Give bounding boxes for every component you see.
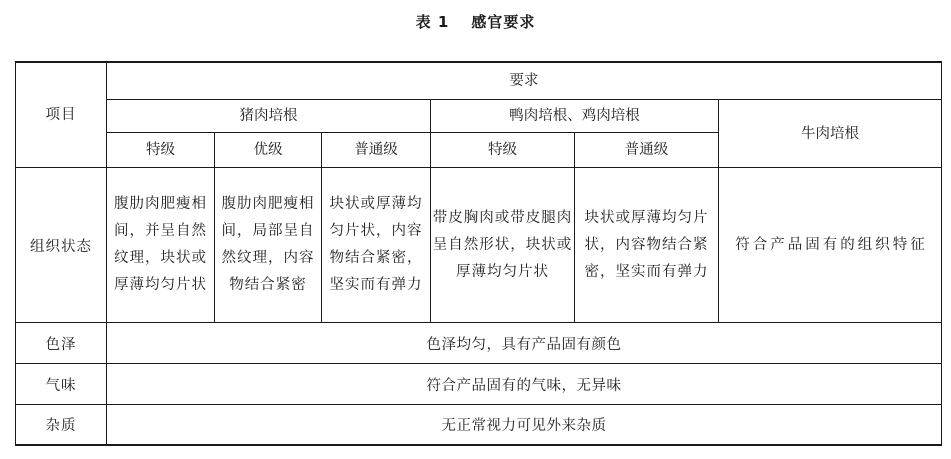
duck-special-grade-header: 特级 (431, 133, 575, 168)
header-row-requirement (16, 62, 942, 100)
impurity-label: 杂质 (16, 405, 107, 446)
odor-value-cell: 符合产品固有的气味，无异味 (107, 364, 942, 405)
color-label: 色泽 (16, 323, 107, 364)
duck-standard-grade-header: 普通级 (575, 133, 719, 168)
odor-label: 气味 (16, 364, 107, 405)
texture-pork-special-cell: 腹肋肉肥瘦相间，并呈自然纹理，块状或厚薄均匀片状 (107, 168, 215, 323)
texture-pork-standard-cell: 块状或厚薄均匀片状，内容物结合紧密，坚实而有弹力 (322, 168, 431, 323)
requirement-header: 要求 (107, 62, 942, 100)
beef-bacon-header: 牛肉培根 (719, 100, 942, 168)
table-number: 表 1 (415, 13, 450, 31)
odor-row (16, 364, 942, 405)
pork-premium-grade-header: 优级 (215, 133, 322, 168)
texture-duck-standard-cell: 块状或厚薄均匀片状，内容物结合紧密，坚实而有弹力 (575, 168, 719, 323)
pork-bacon-header: 猪肉培根 (107, 100, 431, 133)
pork-standard-grade-header: 普通级 (322, 133, 431, 168)
table-caption (0, 10, 951, 34)
pork-special-grade-header: 特级 (107, 133, 215, 168)
texture-row (16, 168, 942, 323)
duck-chicken-bacon-header: 鸭肉培根、鸡肉培根 (431, 100, 719, 133)
texture-label: 组织状态 (16, 168, 107, 323)
impurity-value-cell: 无正常视力可见外来杂质 (107, 405, 942, 446)
color-row (16, 323, 942, 364)
sensory-requirements-table (15, 61, 942, 446)
impurity-row (16, 405, 942, 446)
texture-pork-premium-cell: 腹肋肉肥瘦相间，局部呈自然纹理，内容物结合紧密 (215, 168, 322, 323)
texture-beef-cell: 符合产品固有的组织特征 (719, 168, 942, 323)
texture-duck-special-cell: 带皮胸肉或带皮腿肉呈自然形状，块状或厚薄均匀片状 (431, 168, 575, 323)
table-title: 感官要求 (471, 13, 536, 31)
item-header: 项目 (16, 62, 107, 168)
color-value-cell: 色泽均匀，具有产品固有颜色 (107, 323, 942, 364)
header-row-groups (16, 100, 942, 133)
